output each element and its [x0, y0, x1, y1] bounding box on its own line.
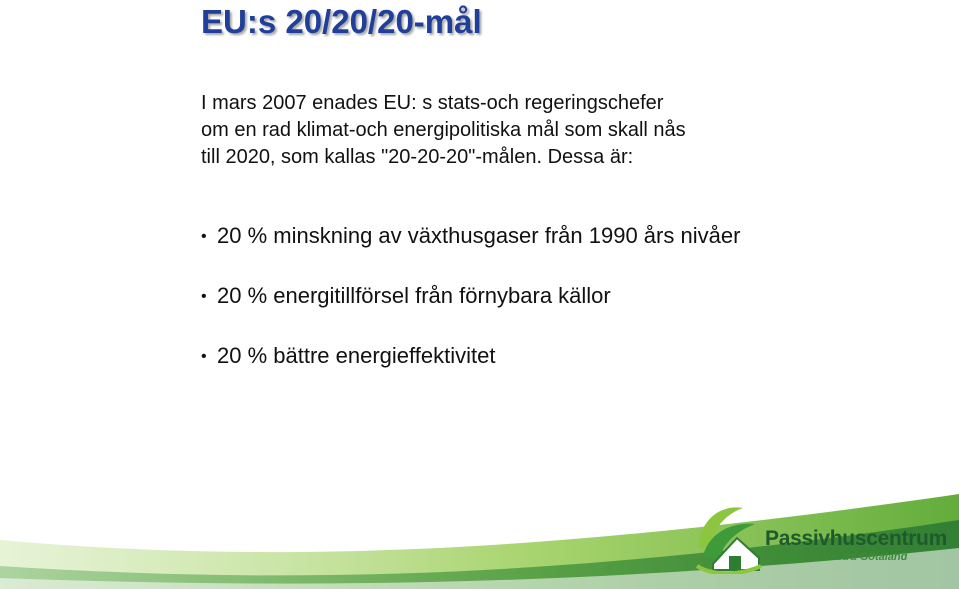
list-item-text: 20 % bättre energieffektivitet [217, 343, 496, 368]
list-item-text: 20 % energitillförsel från förnybara källor [217, 283, 611, 308]
bullet-icon: • [201, 228, 207, 245]
bullet-icon: • [201, 288, 207, 305]
intro-paragraph [201, 90, 821, 171]
list-item-text: 20 % minskning av växthusgaser från 1990 års nivåer [217, 223, 741, 248]
goal-list [201, 219, 740, 399]
passivhuscentrum-logo [693, 498, 959, 578]
list-item [201, 219, 740, 279]
intro-line: I mars 2007 enades EU: s stats-och regeringschefer [201, 92, 664, 114]
slide-title: EU:s 20/20/20-mål [201, 3, 482, 40]
intro-line: om en rad klimat-och energipolitiska mål som skall nås [201, 119, 686, 141]
passive-house-leaf-icon [693, 498, 763, 574]
logo-subtitle: Västra Götaland [823, 551, 908, 563]
logo-name: Passivhuscentrum [765, 527, 947, 550]
list-item [201, 339, 740, 399]
list-item [201, 279, 740, 339]
bullet-icon: • [201, 348, 207, 365]
intro-line: till 2020, som kallas "20-20-20"-målen. Dessa är: [201, 146, 634, 168]
